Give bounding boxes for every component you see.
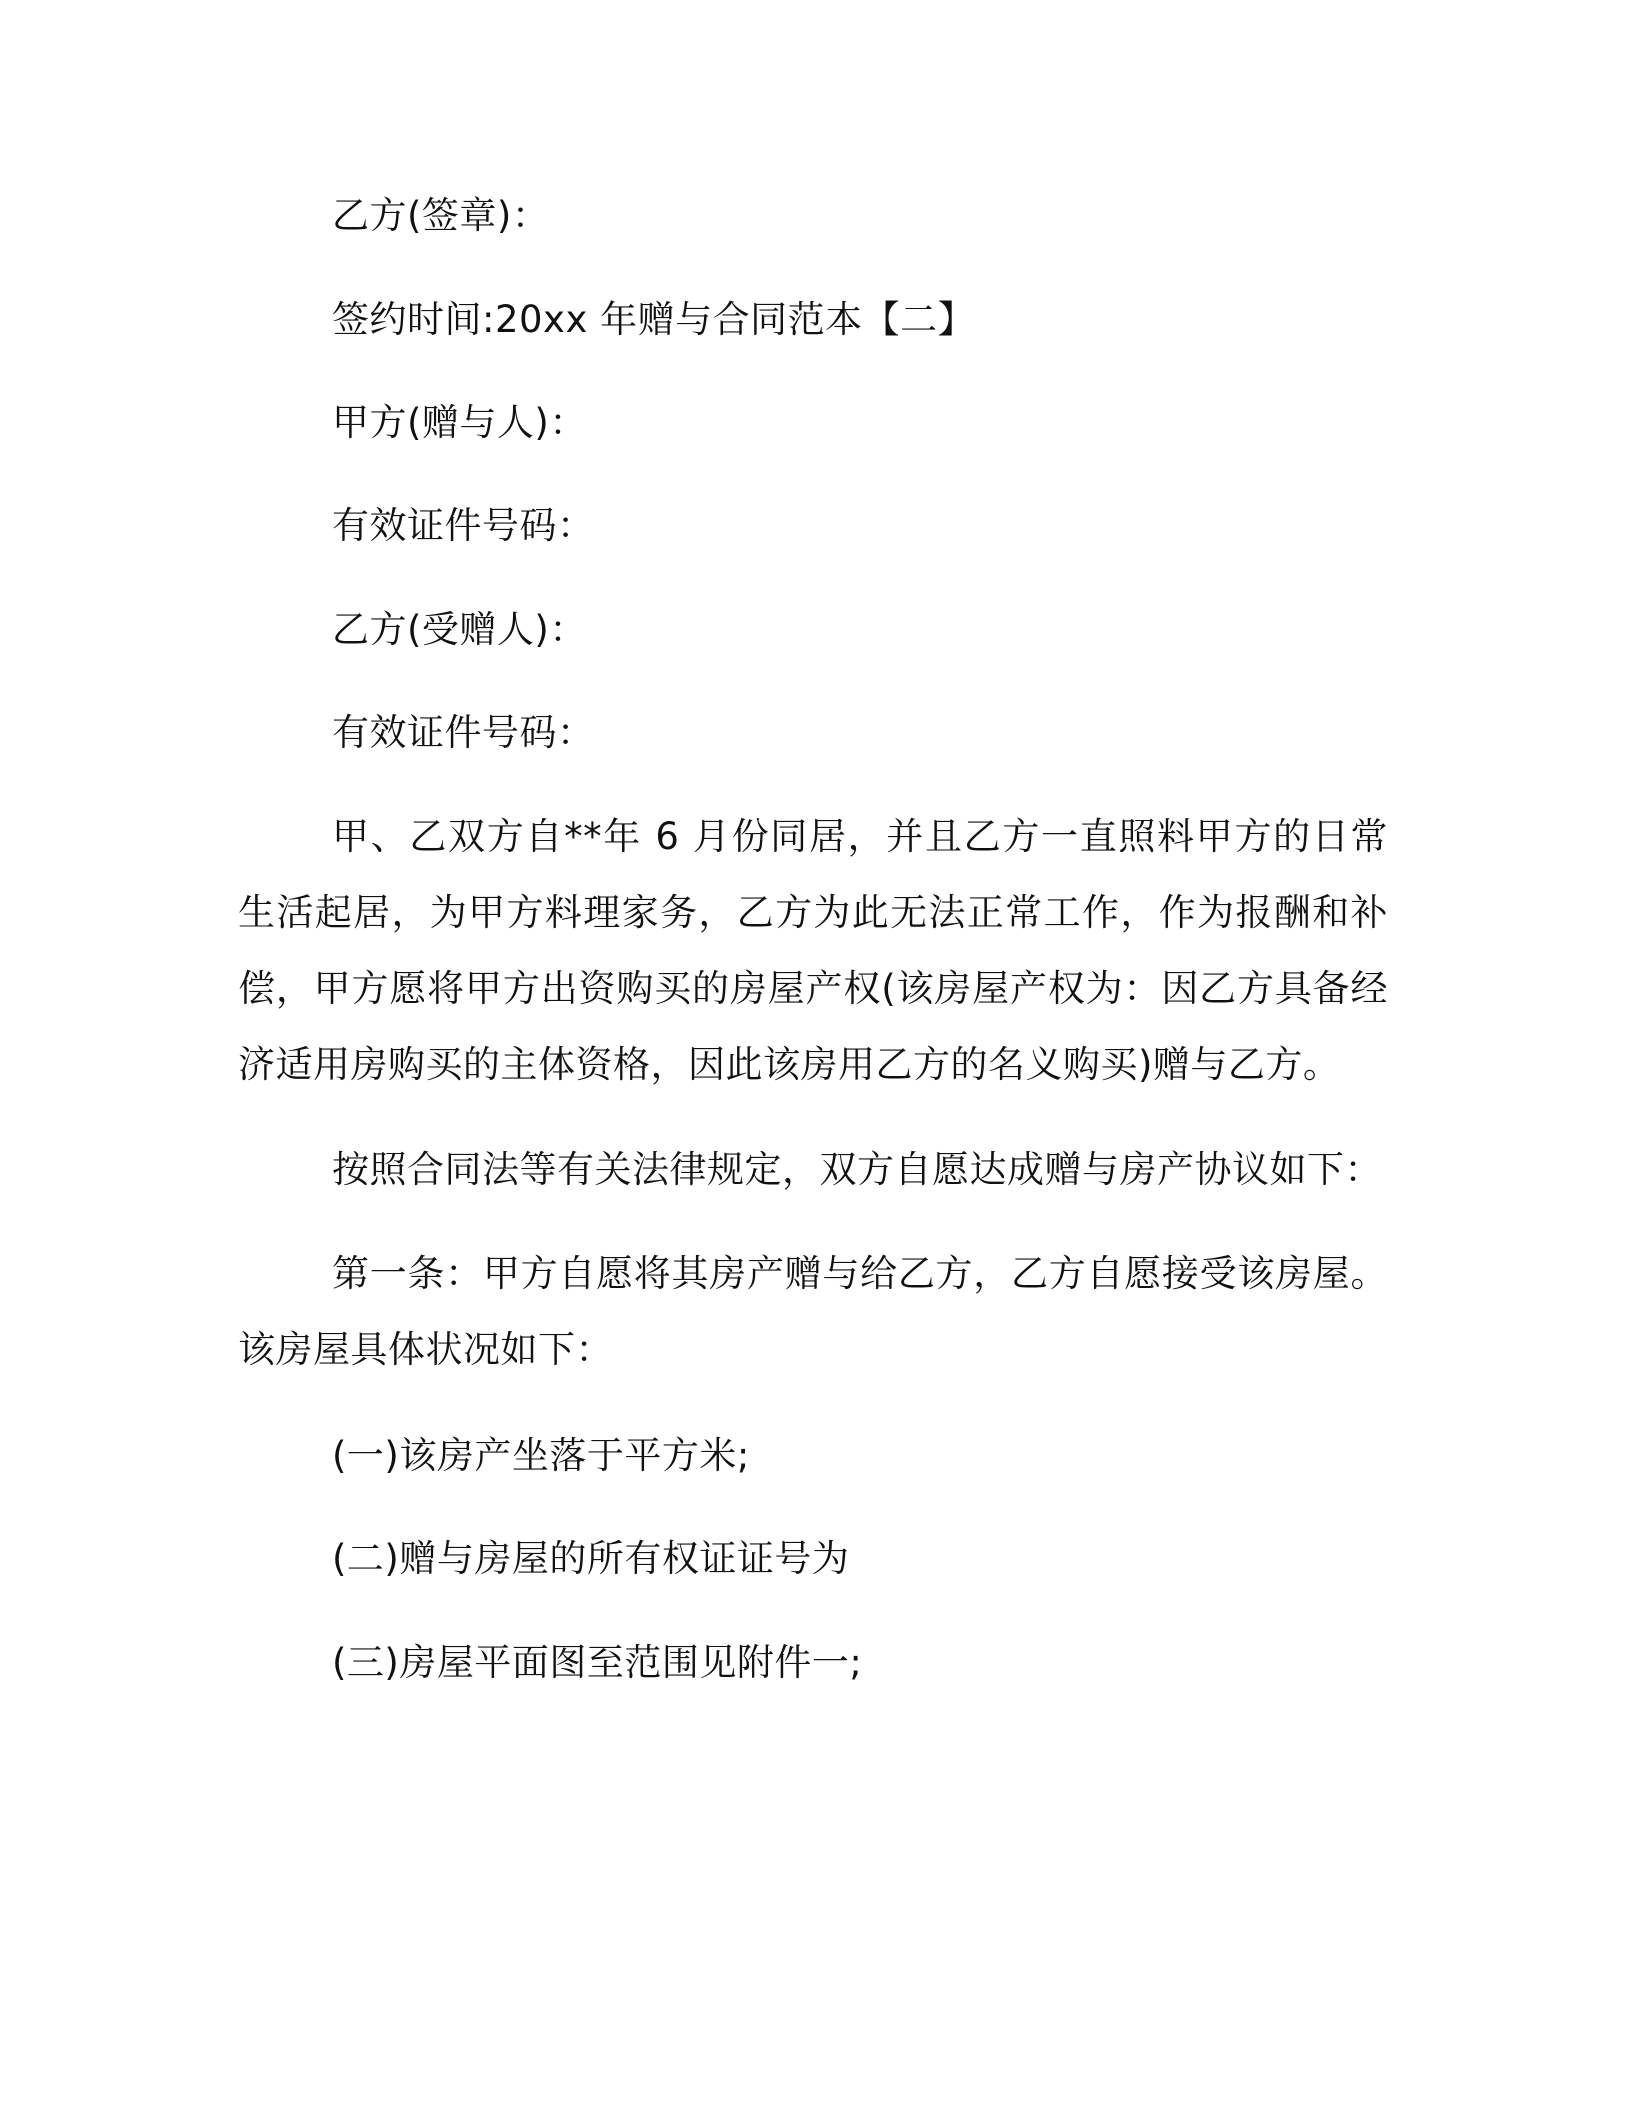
article-one-paragraph: 第一条：甲方自愿将其房产赠与给乙方，乙方自愿接受该房屋。该房屋具体状况如下： <box>238 1252 1388 1371</box>
party-b-signature-line: 乙方(签章)： <box>332 194 550 237</box>
item-one-location: (一)该房产坐落于平方米; <box>332 1434 750 1477</box>
background-paragraph: 甲、乙双方自**年 6 月份同居，并且乙方一直照料甲方的日常生活起居，为甲方料理家务，乙方为此无法正常工作，作为报酬和补偿，甲方愿将甲方出资购买的房屋产权(该房屋产权为：因乙方具备经济适用房购买的主体资格，因此该房用乙方的名义购买)赠与乙方。 <box>238 815 1388 1086</box>
signing-date-and-title-line: 签约时间:20xx 年赠与合同范本【二】 <box>332 298 976 341</box>
party-b-donee-line: 乙方(受赠人)： <box>332 608 587 651</box>
party-a-donor-line: 甲方(赠与人)： <box>332 401 587 444</box>
item-two-certificate-number: (二)赠与房屋的所有权证证号为 <box>332 1537 850 1580</box>
item-three-floor-plan: (三)房屋平面图至范围见附件一; <box>332 1641 863 1684</box>
party-b-id-number-line: 有效证件号码： <box>332 711 595 754</box>
agreement-basis-paragraph: 按照合同法等有关法律规定，双方自愿达成赠与房产协议如下： <box>332 1148 1382 1191</box>
party-a-id-number-line: 有效证件号码： <box>332 504 595 547</box>
